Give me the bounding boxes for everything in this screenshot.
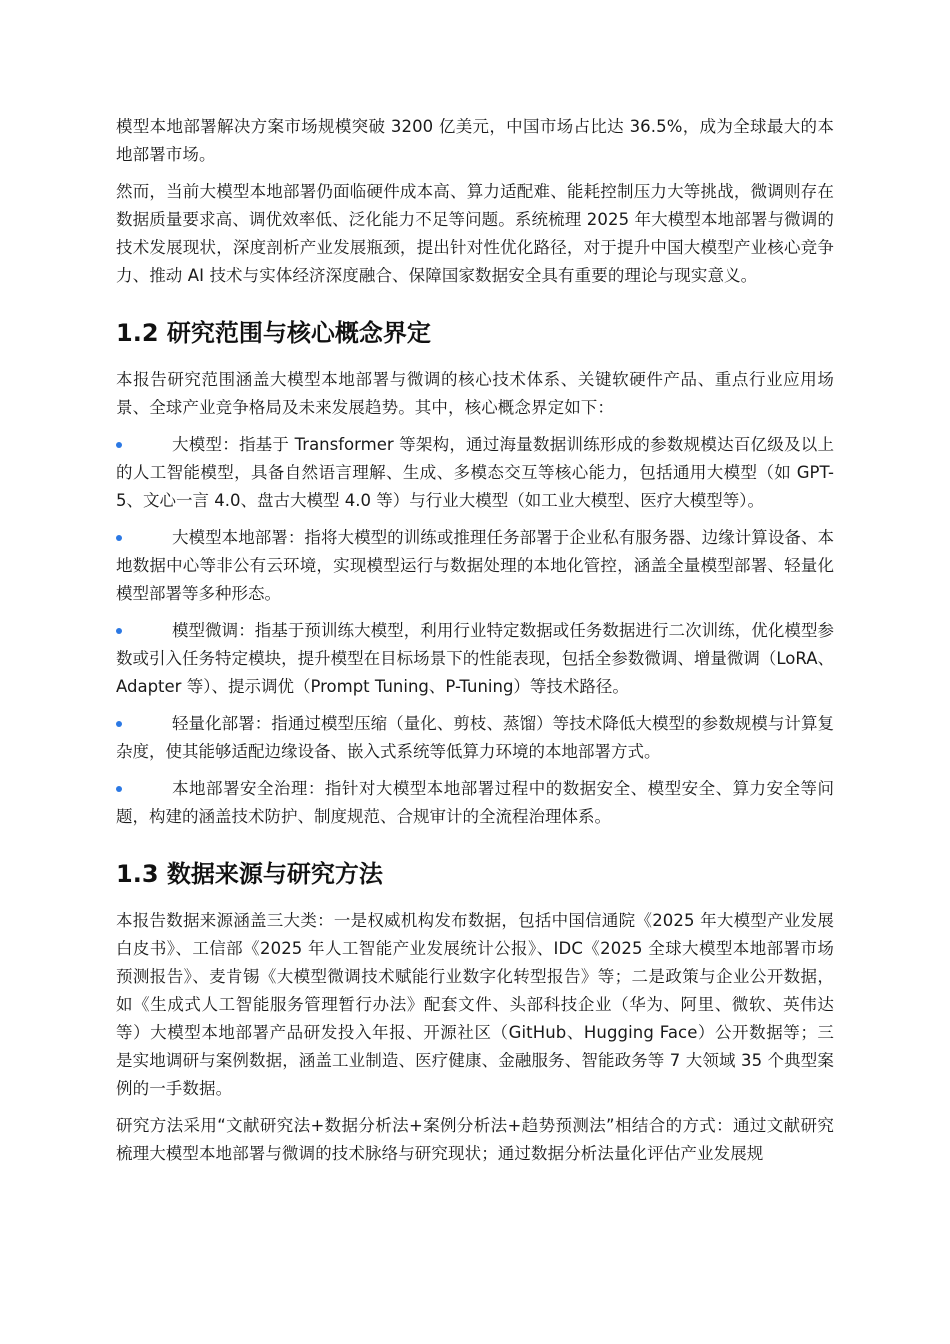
bullet-dot-icon (116, 442, 122, 448)
intro-paragraph-2: 然而，当前大模型本地部署仍面临硬件成本高、算力适配难、能耗控制压力大等挑战，微调则存在数据质量要求高、调优效率低、泛化能力不足等问题。系统梳理 2025 年大模型本地部署与微调的技术发展现状，深度剖析产业发展瓶颈，提出针对性优化路径，对于提升中国大模型产业核心竞争力、推动 AI 技术与实体经济深度融合、保障国家数据安全具有重要的理论与现实意义。 (116, 182, 834, 285)
bullet-dot-icon (116, 786, 122, 792)
bullet-dot-icon (116, 535, 122, 541)
concept-list (116, 431, 834, 831)
list-item-text: 大模型：指基于 Transformer 等架构，通过海量数据训练形成的参数规模达百亿级及以上的人工智能模型，具备自然语言理解、生成、多模态交互等核心能力，包括通用大模型（如 GPT-5、文心一言 4.0、盘古大模型 4.0 等）与行业大模型（如工业大模型、医疗大模型等）。 (116, 435, 834, 510)
list-item-text: 大模型本地部署：指将大模型的训练或推理任务部署于企业私有服务器、边缘计算设备、本地数据中心等非公有云环境，实现模型运行与数据处理的本地化管控，涵盖全量模型部署、轻量化模型部署等多种形态。 (116, 528, 834, 603)
list-item (116, 524, 834, 608)
bullet-dot-icon (116, 721, 122, 727)
list-item-text: 模型微调：指基于预训练大模型，利用行业特定数据或任务数据进行二次训练，优化模型参数或引入任务特定模块，提升模型在目标场景下的性能表现，包括全参数微调、增量微调（LoRA、Adapter 等）、提示调优（Prompt Tuning、P-Tuning）等技术路径。 (116, 621, 834, 696)
section-1-3-heading: 1.3 数据来源与研究方法 (116, 860, 383, 888)
document-page (116, 113, 834, 1177)
intro-paragraph-1: 模型本地部署解决方案市场规模突破 3200 亿美元，中国市场占比达 36.5%，成为全球最大的本地部署市场。 (116, 117, 834, 164)
list-item-text: 轻量化部署：指通过模型压缩（量化、剪枝、蒸馏）等技术降低大模型的参数规模与计算复杂度，使其能够适配边缘设备、嵌入式系统等低算力环境的本地部署方式。 (116, 714, 834, 761)
list-item (116, 431, 834, 515)
section-1-3-paragraph-2: 研究方法采用“文献研究法+数据分析法+案例分析法+趋势预测法”相结合的方式：通过文献研究梳理大模型本地部署与微调的技术脉络与研究现状；通过数据分析法量化评估产业发展规 (116, 1116, 834, 1163)
bullet-dot-icon (116, 628, 122, 634)
list-item (116, 775, 834, 831)
list-item-text: 本地部署安全治理：指针对大模型本地部署过程中的数据安全、模型安全、算力安全等问题，构建的涵盖技术防护、制度规范、合规审计的全流程治理体系。 (116, 779, 834, 826)
section-1-2-intro: 本报告研究范围涵盖大模型本地部署与微调的核心技术体系、关键软硬件产品、重点行业应用场景、全球产业竞争格局及未来发展趋势。其中，核心概念界定如下： (116, 370, 834, 417)
list-item (116, 710, 834, 766)
list-item (116, 617, 834, 701)
section-1-3-paragraph-1: 本报告数据来源涵盖三大类：一是权威机构发布数据，包括中国信通院《2025 年大模型产业发展白皮书》、工信部《2025 年人工智能产业发展统计公报》、IDC《2025 全球大模型本地部署市场预测报告》、麦肯锡《大模型微调技术赋能行业数字化转型报告》等；二是政策与企业公开数据，如《生成式人工智能服务管理暂行办法》配套文件、头部科技企业（华为、阿里、微软、英伟达等）大模型本地部署产品研发投入年报、开源社区（GitHub、Hugging Face）公开数据等；三是实地调研与案例数据，涵盖工业制造、医疗健康、金融服务、智能政务等 7 大领域 35 个典型案例的一手数据。 (116, 911, 834, 1098)
section-1-2-heading: 1.2 研究范围与核心概念界定 (116, 319, 431, 347)
